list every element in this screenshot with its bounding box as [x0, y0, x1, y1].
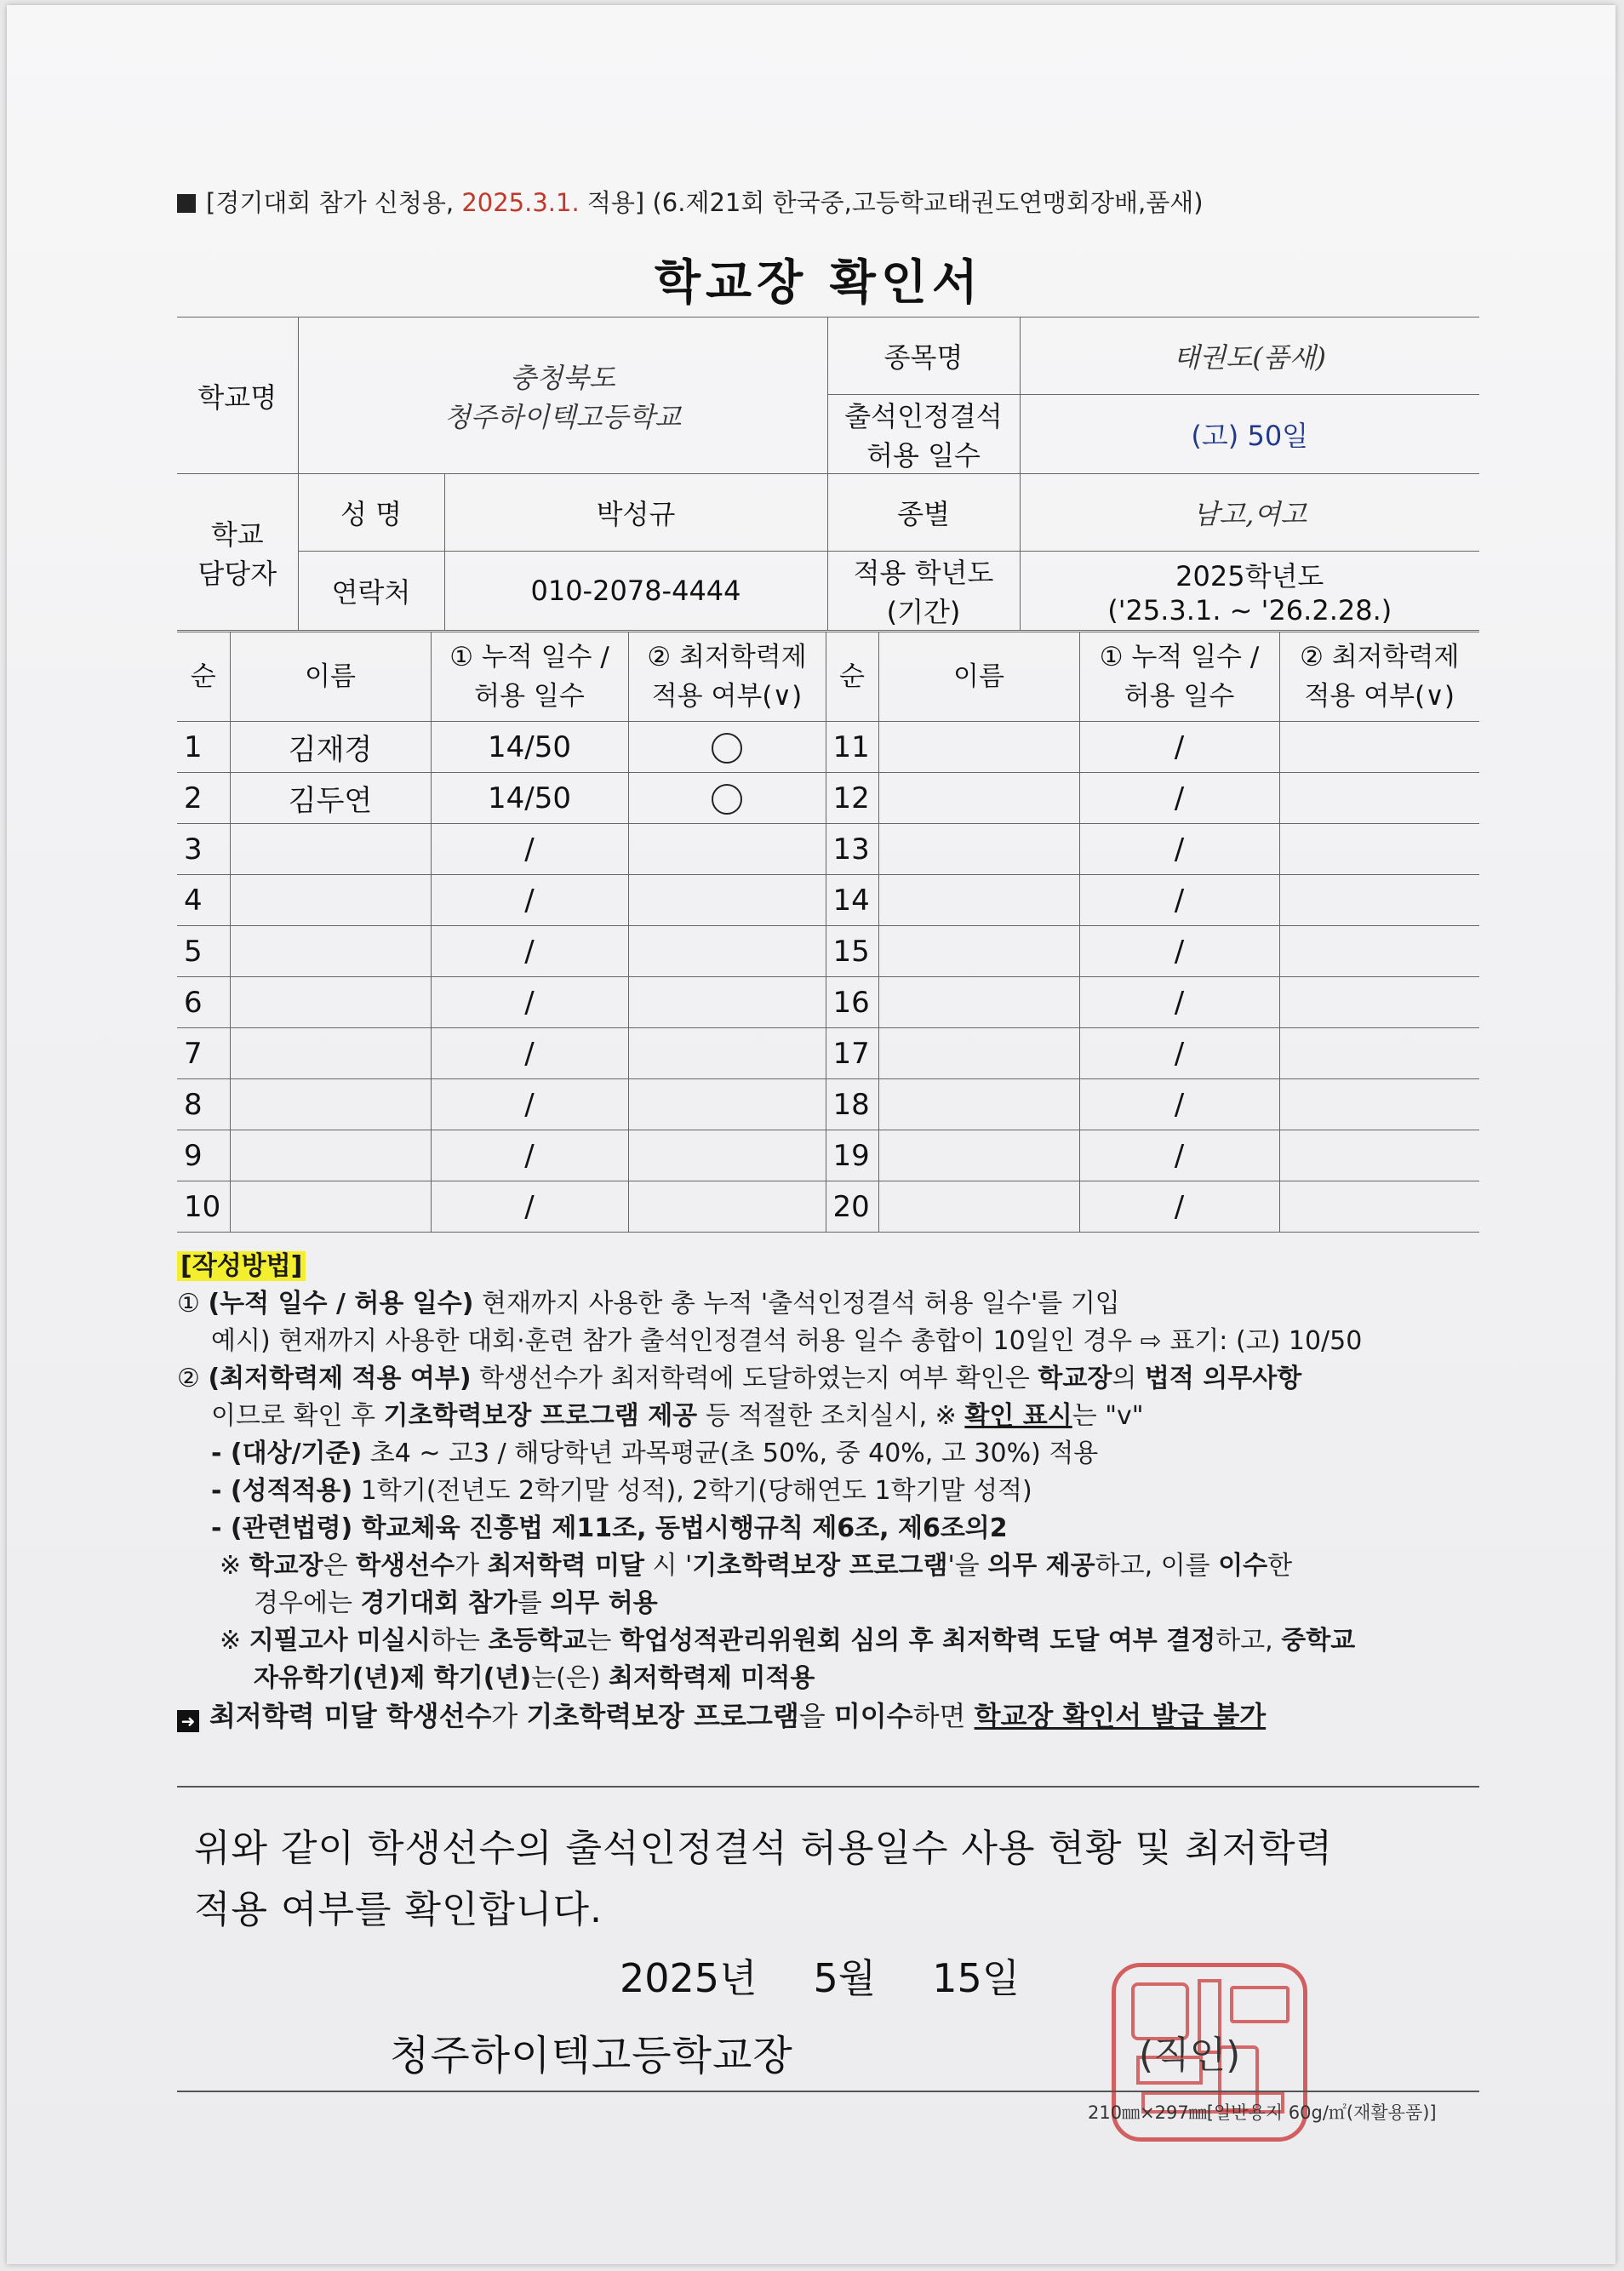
arrow-box-icon: ➜ [177, 1710, 199, 1732]
cell-no: 14 [826, 875, 878, 926]
cell-days: / [431, 977, 628, 1028]
event-value: 태권도(품새) [1020, 317, 1479, 395]
instructions [177, 1248, 1479, 1735]
divider-top [177, 1786, 1479, 1788]
cell-mark [1279, 773, 1479, 824]
contact-label: 연락처 [298, 552, 444, 631]
cell-no: 6 [177, 977, 230, 1028]
note-2-line2: 이므로 확인 후 기초학력보장 프로그램 제공 등 적절한 조치실시, ※ 확인 표시는 "v" [211, 1401, 1144, 1431]
table-row [177, 977, 1479, 1028]
cell-mark [628, 773, 826, 824]
paper-spec: 210㎜×297㎜[일반용지 60g/㎡(재활용품)] [1088, 2102, 1437, 2123]
contact-value: 010-2078-4444 [444, 552, 827, 631]
cell-no: 11 [826, 722, 878, 773]
cell-name [878, 773, 1079, 824]
note-2: ② (최저학력제 적용 여부) 학생선수가 최저학력에 도달하였는지 여부 확인은 학교장의 법적 의무사항 [177, 1364, 1302, 1393]
cell-name [878, 926, 1079, 977]
school-info-table [177, 317, 1479, 631]
cell-mark [1279, 1181, 1479, 1233]
special-note-1: ※ 학교장은 학생선수가 최저학력 미달 시 '기초학력보장 프로그램'을 의무 제공하고, 이를 이수한 [220, 1551, 1293, 1581]
cell-mark [628, 926, 826, 977]
manager-label: 학교 담당자 [177, 474, 298, 631]
cell-name [878, 977, 1079, 1028]
bullet-target: - (대상/기준) 초4 ~ 고3 / 해당학년 과목평균(초 50%, 중 40%, 고 30%) 적용 [211, 1439, 1099, 1468]
cell-days: / [1079, 875, 1279, 926]
cell-mark [1279, 1028, 1479, 1079]
cell-mark [1279, 824, 1479, 875]
cell-name [878, 1181, 1079, 1233]
cell-days: / [1079, 722, 1279, 773]
confirmation-text: 위와 같이 학생선수의 출석인정결석 허용일수 사용 현황 및 최저학력 적용 여부를 확인합니다. [194, 1827, 1333, 1931]
cell-name [878, 722, 1079, 773]
col-days-2: ① 누적 일수 / 허용 일수 [1079, 632, 1279, 722]
cell-name [230, 824, 431, 875]
cell-no: 13 [826, 824, 878, 875]
cell-days: / [1079, 977, 1279, 1028]
cell-no: 8 [177, 1079, 230, 1130]
instructions-heading: [작성방법] [177, 1251, 306, 1281]
table-row [177, 1181, 1479, 1233]
cell-days: / [1079, 773, 1279, 824]
col-min: ② 최저학력제 적용 여부(∨) [628, 632, 826, 722]
circle-check-icon [712, 784, 742, 815]
col-days: ① 누적 일수 / 허용 일수 [431, 632, 628, 722]
student-grid [177, 632, 1479, 1233]
table-row [177, 875, 1479, 926]
cell-no: 5 [177, 926, 230, 977]
cell-days: / [431, 926, 628, 977]
cell-name [230, 875, 431, 926]
circle-check-icon [712, 733, 742, 764]
name-value: 박성규 [444, 474, 827, 552]
year-label: 적용 학년도 (기간) [827, 552, 1020, 631]
issue-date: 2025년 5월 15일 [620, 1955, 1021, 2001]
table-row [177, 773, 1479, 824]
table-row [177, 1028, 1479, 1079]
cell-name [878, 824, 1079, 875]
cell-mark [628, 824, 826, 875]
cell-days: / [431, 824, 628, 875]
col-name-2: 이름 [878, 632, 1079, 722]
cell-days: / [1079, 926, 1279, 977]
cell-days: / [1079, 1079, 1279, 1130]
col-name: 이름 [230, 632, 431, 722]
special-note-2: ※ 지필고사 미실시하는 초등학교는 학업성적관리위원회 심의 후 최저학력 도달 여부 결정하고, 중학교 [220, 1626, 1356, 1656]
cell-days: / [431, 1181, 628, 1233]
cell-mark [1279, 926, 1479, 977]
special-note-1-line2: 경우에는 경기대회 참가를 의무 허용 [254, 1588, 658, 1618]
cell-no: 16 [826, 977, 878, 1028]
bullet-grades: - (성적적용) 1학기(전년도 2학기말 성적), 2학기(당해연도 1학기말 성적) [211, 1476, 1032, 1506]
cell-no: 20 [826, 1181, 878, 1233]
cell-mark [1279, 722, 1479, 773]
cell-mark [628, 875, 826, 926]
cell-name [878, 1028, 1079, 1079]
table-row [177, 722, 1479, 773]
table-row [177, 1130, 1479, 1181]
document-title: 학교장 확인서 [654, 255, 984, 311]
school-label: 학교명 [177, 317, 298, 474]
cell-name [230, 1181, 431, 1233]
school-name-cell: 충청북도 청주하이텍고등학교 [298, 317, 827, 474]
cell-name [230, 1028, 431, 1079]
cell-no: 2 [177, 773, 230, 824]
square-bullet-icon [177, 194, 196, 213]
cell-mark [628, 1079, 826, 1130]
cell-mark [1279, 875, 1479, 926]
document-sheet [7, 5, 1615, 2264]
cell-name [230, 1079, 431, 1130]
gender-label: 종별 [827, 474, 1020, 552]
cell-days: / [1079, 824, 1279, 875]
cell-name [230, 1130, 431, 1181]
gender-value: 남고,여고 [1020, 474, 1479, 552]
cell-days: / [431, 1130, 628, 1181]
special-note-2-line2: 자유학기(년)제 학기(년)는(은) 최저학력제 미적용 [254, 1663, 815, 1693]
form-header-line: [경기대회 참가 신청용, 2025.3.1. 적용] (6.제21회 한국중,고등학교태권도연맹회장배,품새) [177, 184, 1454, 219]
cell-days: 14/50 [431, 773, 628, 824]
cell-no: 17 [826, 1028, 878, 1079]
seal-label: (직인) [1139, 2034, 1241, 2077]
col-no: 순 [177, 632, 230, 722]
cell-name [878, 875, 1079, 926]
cell-days: 14/50 [431, 722, 628, 773]
cell-no: 19 [826, 1130, 878, 1181]
table-row [177, 824, 1479, 875]
cell-mark [628, 722, 826, 773]
absence-label: 출석인정결석 허용 일수 [827, 395, 1020, 474]
cell-no: 1 [177, 722, 230, 773]
cell-days: / [1079, 1028, 1279, 1079]
cell-mark [628, 1130, 826, 1181]
cell-days: / [1079, 1130, 1279, 1181]
note-1: ① (누적 일수 / 허용 일수) 현재까지 사용한 총 누적 '출석인정결석 허용 일수'를 기입 [177, 1289, 1120, 1319]
cell-no: 12 [826, 773, 878, 824]
cell-mark [628, 977, 826, 1028]
cell-name [230, 926, 431, 977]
cell-days: / [1079, 1181, 1279, 1233]
cell-days: / [431, 875, 628, 926]
col-no-2: 순 [826, 632, 878, 722]
effective-date: 2025.3.1. [461, 188, 580, 217]
divider-bottom [177, 2091, 1479, 2092]
note-1-example: 예시) 현재까지 사용한 대회·훈련 참가 출석인정결석 허용 일수 총합이 10일인 경우 ⇨ 표기: (고) 10/50 [211, 1326, 1363, 1356]
bullet-laws: - (관련법령) 학교체육 진흥법 제11조, 동법시행규칙 제6조, 제6조의2 [211, 1513, 1008, 1543]
cell-name [878, 1130, 1079, 1181]
event-label: 종목명 [827, 317, 1020, 395]
cell-no: 3 [177, 824, 230, 875]
absence-value: (고) 50일 [1020, 395, 1479, 474]
cell-days: / [431, 1079, 628, 1130]
cell-no: 4 [177, 875, 230, 926]
cell-mark [1279, 1130, 1479, 1181]
table-row [177, 1079, 1479, 1130]
principal-title: 청주하이텍고등학교장 [390, 2032, 793, 2079]
cell-mark [1279, 1079, 1479, 1130]
col-min-2: ② 최저학력제 적용 여부(∨) [1279, 632, 1479, 722]
cell-mark [628, 1181, 826, 1233]
cell-no: 7 [177, 1028, 230, 1079]
cell-no: 10 [177, 1181, 230, 1233]
cell-name: 김두연 [230, 773, 431, 824]
cell-no: 15 [826, 926, 878, 977]
year-value: 2025학년도 ('25.3.1. ~ '26.2.28.) [1020, 552, 1479, 631]
table-row [177, 926, 1479, 977]
name-label: 성 명 [298, 474, 444, 552]
cell-name [230, 977, 431, 1028]
cell-mark [628, 1028, 826, 1079]
cell-days: / [431, 1028, 628, 1079]
cell-mark [1279, 977, 1479, 1028]
cell-name: 김재경 [230, 722, 431, 773]
cell-no: 18 [826, 1079, 878, 1130]
cell-no: 9 [177, 1130, 230, 1181]
cell-name [878, 1079, 1079, 1130]
final-warning: ➜ 최저학력 미달 학생선수가 기초학력보장 프로그램을 미이수하면 학교장 확인서 발급 불가 [177, 1697, 1479, 1735]
